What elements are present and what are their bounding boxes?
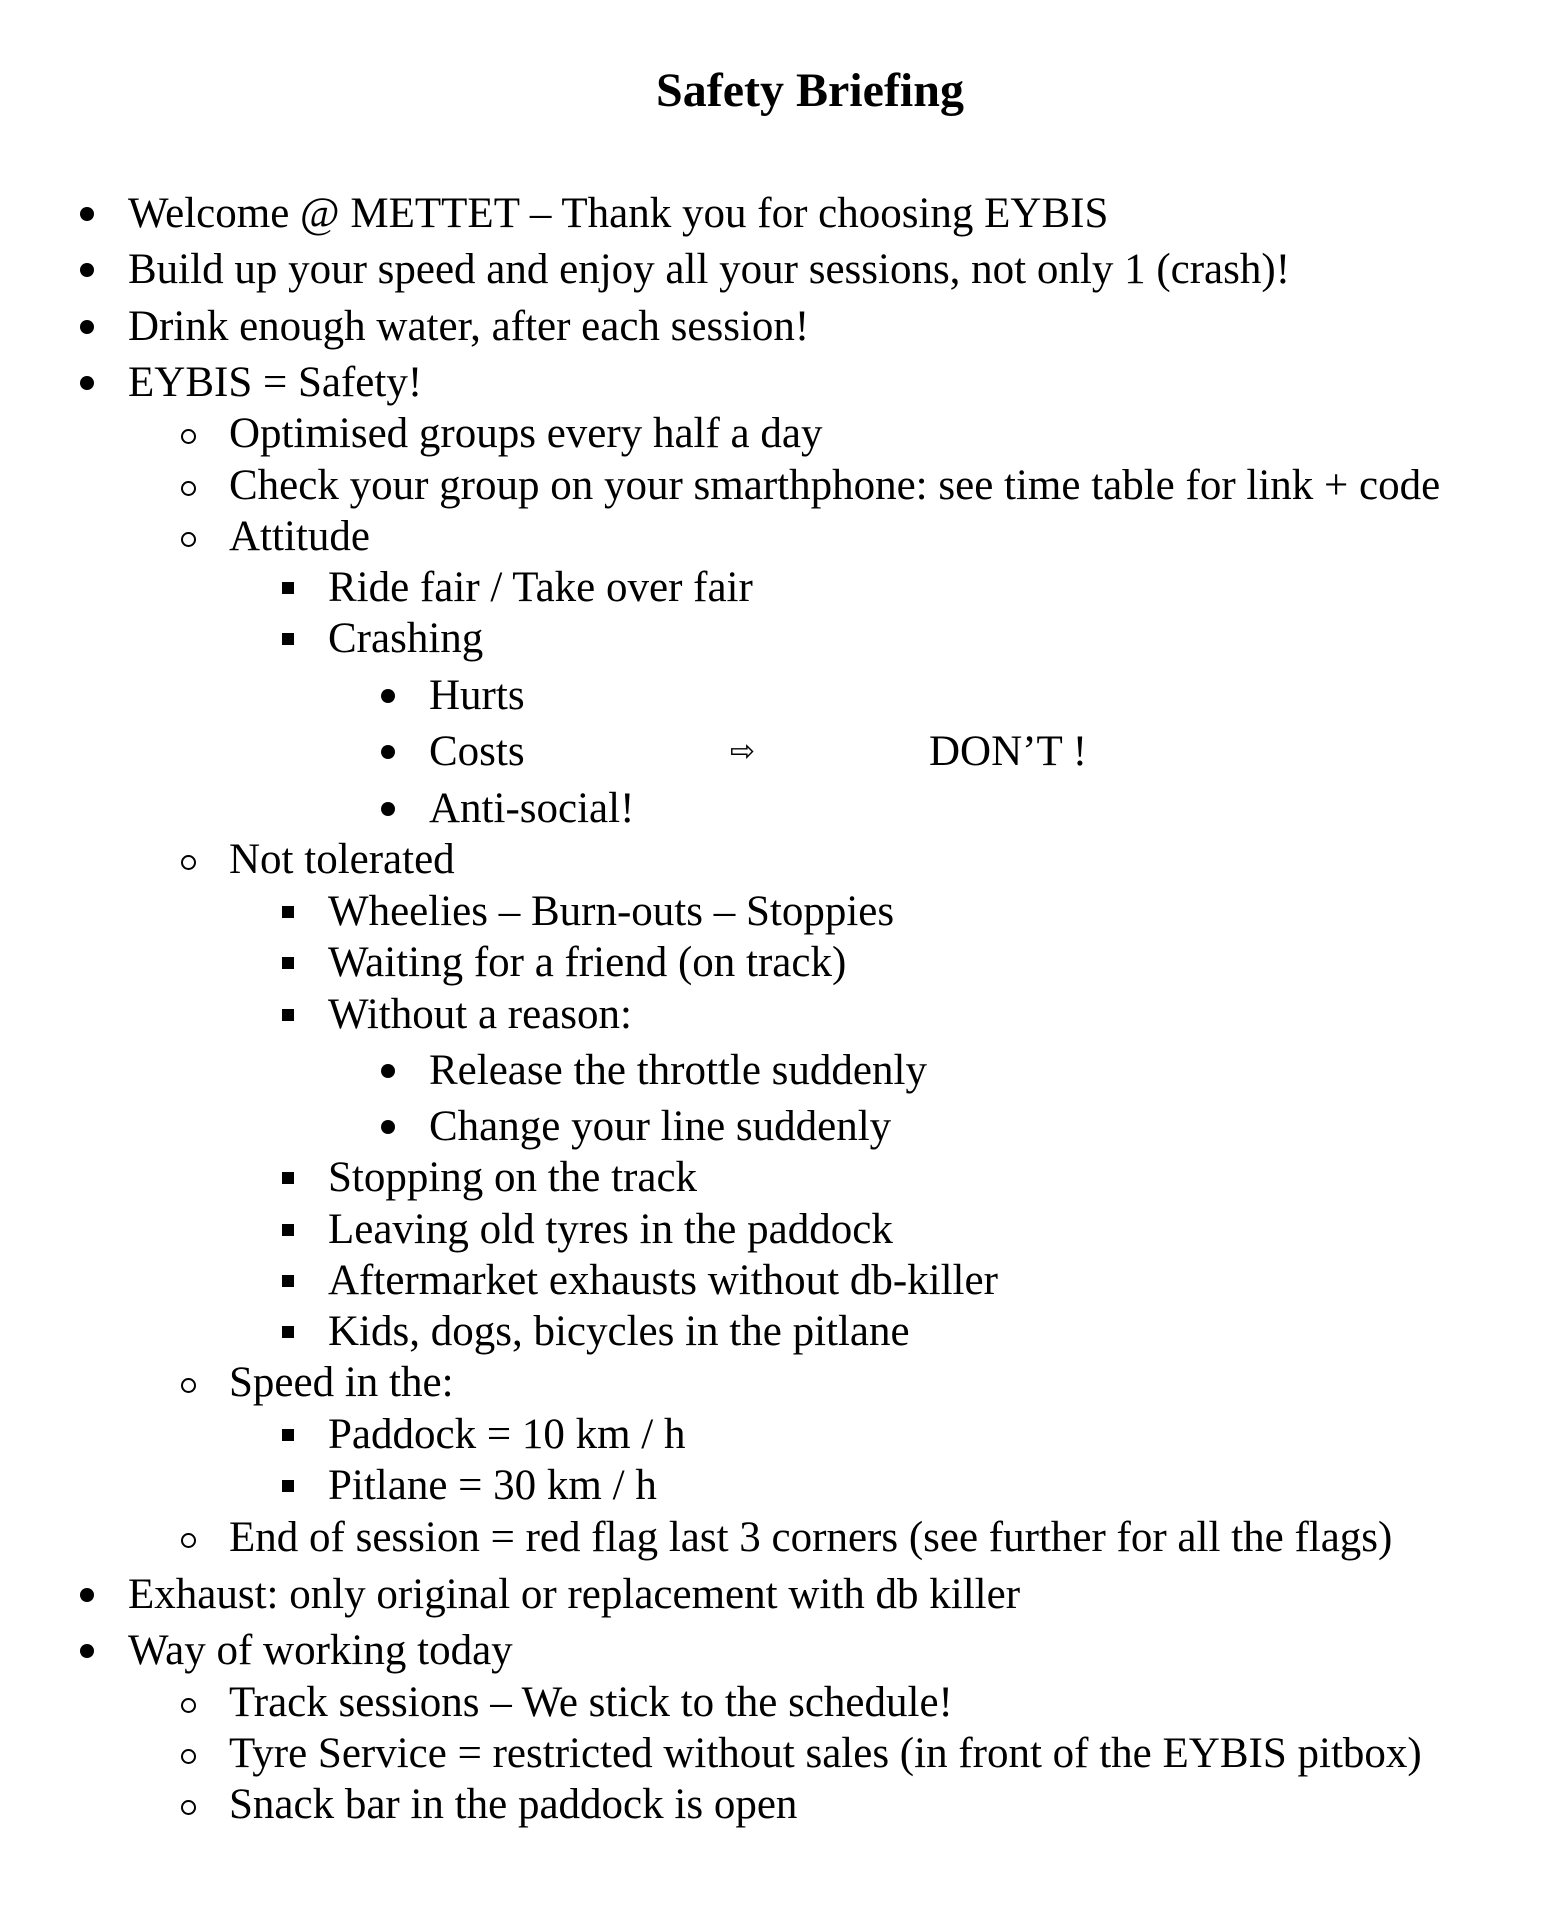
bullet-disc-icon	[80, 320, 94, 334]
list-item	[381, 670, 525, 722]
crashing-verdict: DON’T !	[929, 728, 1088, 775]
bullet-square-icon	[282, 1326, 294, 1338]
list-item-text: Without a reason:	[328, 991, 632, 1038]
list-item-text: Snack bar in the paddock is open	[229, 1781, 798, 1828]
list-item	[282, 1204, 893, 1256]
list-item-text: Way of working today	[128, 1627, 513, 1674]
list-item-text: Hurts	[429, 672, 525, 719]
list-item-text: Anti-social!	[429, 785, 635, 832]
list-item	[181, 1677, 953, 1729]
list-item	[80, 357, 422, 409]
list-item	[181, 460, 1440, 512]
bullet-circle-icon	[181, 1800, 196, 1815]
list-item	[181, 1357, 454, 1409]
list-item-text: Paddock = 10 km / h	[328, 1411, 686, 1458]
list-item	[282, 1255, 998, 1307]
bullet-circle-icon	[181, 1378, 196, 1393]
list-item-text: End of session = red flag last 3 corners (see further for all the flags)	[229, 1514, 1393, 1561]
list-item-text: Optimised groups every half a day	[229, 410, 823, 457]
list-item-text: Welcome @ METTET – Thank you for choosing EYBIS	[128, 190, 1109, 237]
list-item	[181, 1728, 1422, 1780]
bullet-disc-icon	[381, 745, 395, 759]
bullet-square-icon	[282, 633, 294, 645]
bullet-circle-icon	[181, 429, 196, 444]
list-item	[282, 562, 753, 614]
bullet-circle-icon	[181, 481, 196, 496]
bullet-disc-icon	[80, 1588, 94, 1602]
list-item	[282, 1306, 910, 1358]
list-item-text: Drink enough water, after each session!	[128, 303, 810, 350]
bullet-circle-icon	[181, 855, 196, 870]
list-item-text: Leaving old tyres in the paddock	[328, 1206, 893, 1253]
bullet-square-icon	[282, 1009, 294, 1021]
list-item-text: Speed in the:	[229, 1359, 454, 1406]
list-item-text: Tyre Service = restricted without sales (in front of the EYBIS pitbox)	[229, 1730, 1422, 1777]
bullet-square-icon	[282, 1172, 294, 1184]
list-item	[282, 937, 846, 989]
list-item	[181, 1779, 797, 1831]
list-item	[80, 301, 809, 353]
list-item-text: Track sessions – We stick to the schedule!	[229, 1679, 953, 1726]
bullet-disc-icon	[80, 1644, 94, 1658]
bullet-circle-icon	[181, 532, 196, 547]
list-item	[181, 1512, 1392, 1564]
list-item-text: Costs	[429, 728, 525, 775]
bullet-square-icon	[282, 1224, 294, 1236]
bullet-disc-icon	[80, 207, 94, 221]
list-item	[80, 188, 1108, 240]
list-item	[80, 244, 1290, 296]
list-item	[181, 511, 370, 563]
list-item-text: Stopping on the track	[328, 1154, 698, 1201]
bullet-disc-icon	[381, 802, 395, 816]
bullet-disc-icon	[381, 689, 395, 703]
list-item-text: Release the throttle suddenly	[429, 1047, 927, 1094]
bullet-circle-icon	[181, 1533, 196, 1548]
list-item-text: Check your group on your smarthphone: see time table for link + code	[229, 462, 1441, 509]
bullet-disc-icon	[381, 1120, 395, 1134]
right-arrow-icon: ⇨	[730, 734, 756, 769]
list-item	[381, 783, 634, 835]
list-item	[381, 726, 525, 778]
list-item	[282, 613, 483, 665]
bullet-square-icon	[282, 1480, 294, 1492]
list-item-text: Crashing	[328, 615, 484, 662]
list-item	[181, 408, 822, 460]
list-item-text: Pitlane = 30 km / h	[328, 1462, 657, 1509]
list-item	[80, 1625, 513, 1677]
bullet-circle-icon	[181, 1749, 196, 1764]
bullet-disc-icon	[381, 1064, 395, 1078]
list-item-text: Kids, dogs, bicycles in the pitlane	[328, 1308, 910, 1355]
list-item-text: Waiting for a friend (on track)	[328, 939, 847, 986]
list-item	[381, 1045, 927, 1097]
list-item-text: Attitude	[229, 513, 370, 560]
bullet-square-icon	[282, 1429, 294, 1441]
list-item	[282, 989, 632, 1041]
list-item	[282, 886, 894, 938]
list-item-text: Not tolerated	[229, 836, 455, 883]
list-item	[282, 1152, 697, 1204]
bullet-disc-icon	[80, 263, 94, 277]
list-item-text: Aftermarket exhausts without db-killer	[328, 1257, 998, 1304]
list-item	[80, 1569, 1020, 1621]
list-item	[282, 1409, 685, 1461]
list-item-text: Exhaust: only original or replacement with db killer	[128, 1571, 1021, 1618]
bullet-circle-icon	[181, 1698, 196, 1713]
list-item-text: Change your line suddenly	[429, 1103, 892, 1150]
bullet-square-icon	[282, 1275, 294, 1287]
document-title: Safety Briefing	[656, 64, 964, 117]
list-item	[282, 1460, 657, 1512]
bullet-square-icon	[282, 906, 294, 918]
list-item	[181, 834, 455, 886]
bullet-square-icon	[282, 957, 294, 969]
list-item-text: Ride fair / Take over fair	[328, 564, 753, 611]
list-item-text: Build up your speed and enjoy all your sessions, not only 1 (crash)!	[128, 246, 1291, 293]
list-item	[381, 1101, 891, 1153]
list-item-text: Wheelies – Burn-outs – Stoppies	[328, 888, 895, 935]
bullet-disc-icon	[80, 376, 94, 390]
bullet-square-icon	[282, 582, 294, 594]
list-item-text: EYBIS = Safety!	[128, 359, 423, 406]
